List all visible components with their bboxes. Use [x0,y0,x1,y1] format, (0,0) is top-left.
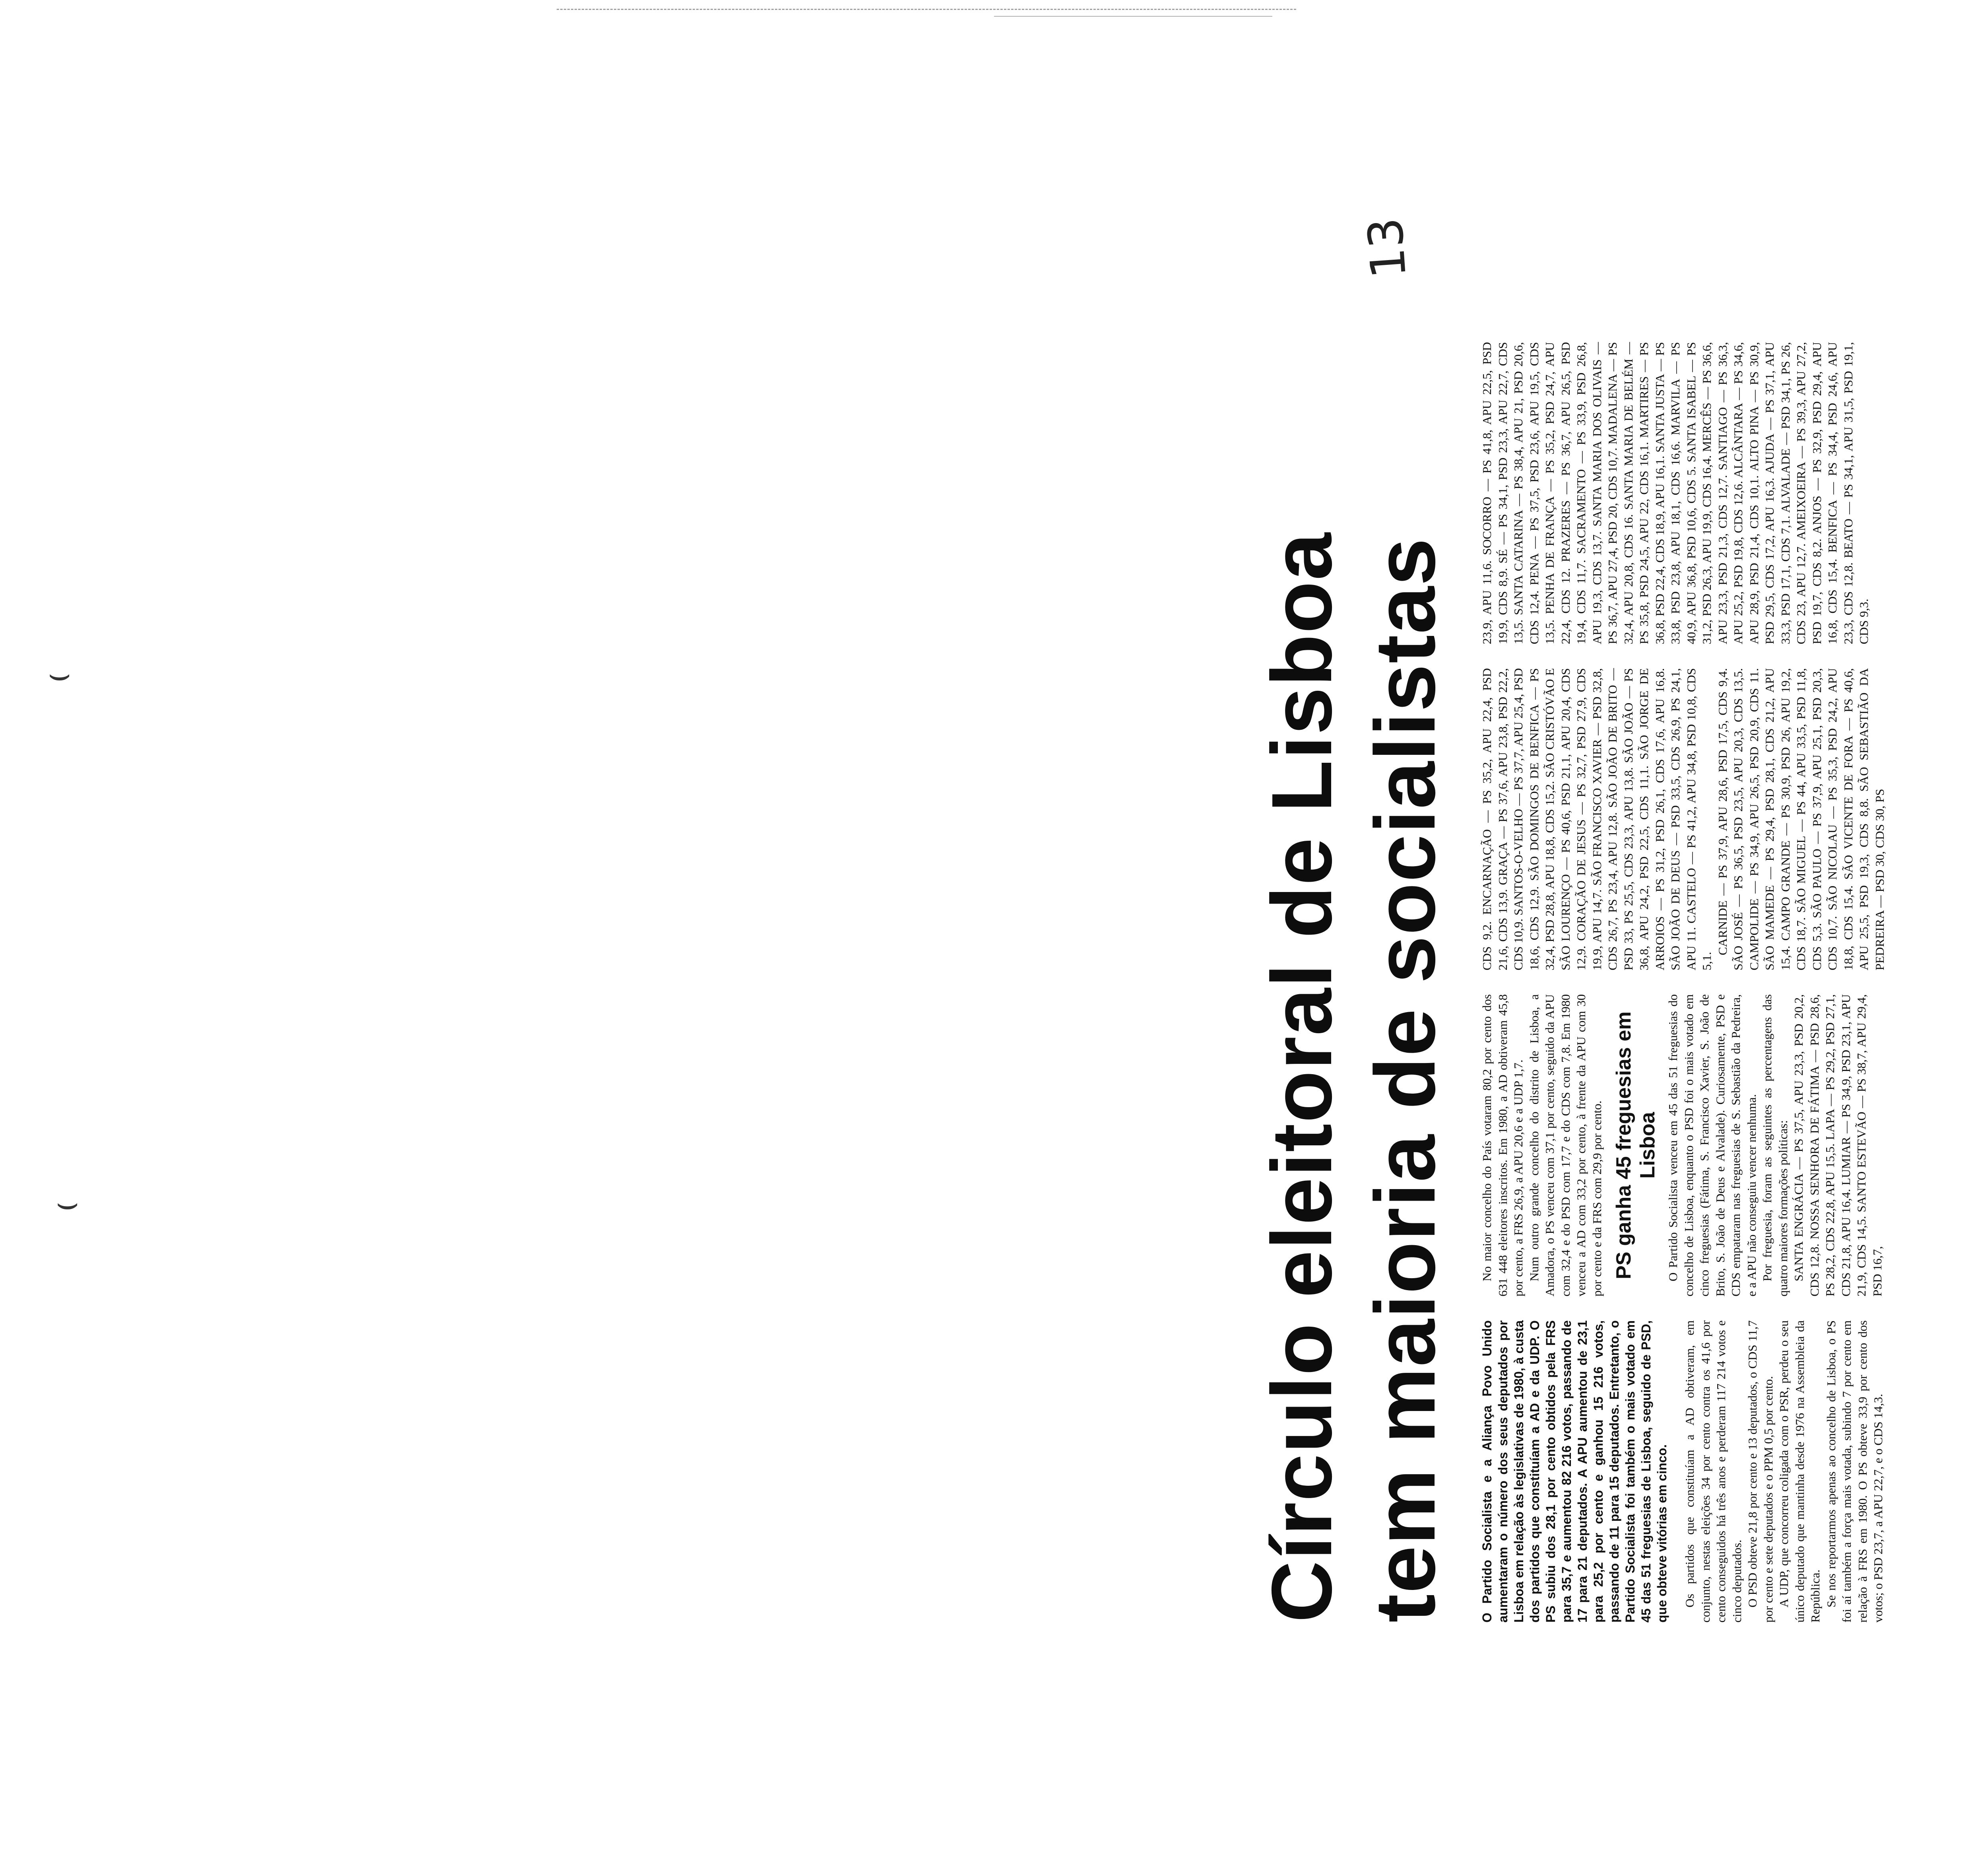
paragraph: No maior concelho do País votaram 80,2 por cento dos 631 448 eleitores inscritos. Em 1980, a AD obtiveram 45,8 por cento, a FRS 26,9, a APU 20,6 e a UDP 1,7. [1480,994,1525,1296]
scan-edge-line [994,16,1272,17]
headline [1256,72,1463,1623]
paragraph: Os partidos que constituíam a AD obtiveram, em conjunto, nestas eleições 34 por cento contra os 41,6 por cento conseguidos há três anos e perderam 117 214 votos e cinco deputados. [1683,1320,1744,1623]
article-columns [1479,72,1988,1623]
paragraph: CARNIDE — PS 37,9, APU 28,6, PSD 17,5, CDS 9,4. SÃO JOSÉ — PS 36,5, PSD 23,5, APU 20,3, CDS 13,5. CAMPOLIDE — PS 34,9, APU 26,5, PSD 20,9, CDS 11. SÃO MAMEDE — PS 29,4, PSD 28,1, CDS 21,2, APU 15,4. CAMPO GRANDE — PS 30,9, PSD 26, APU 19,2, CDS 18,7. SÃO MIGUEL — PS 44, APU 33,5, PSD 11,8, CDS 5,3. SÃO PAULO — PS 37,9, APU 25,1, PSD 20,3, CDS 10,7. SÃO NICOLAU — PS 35,3, PSD 24,2, APU 18,8, CDS 15,4. SÃO VICENTE DE FORA — PS 40,6, APU 25,5, PSD 19,3, CDS 8,8. SÃO SEBASTIÃO DA PEDREIRA — PSD 30, CDS 30, PS [1715,668,1887,970]
paragraph: Num outro grande concelho do distrito de Lisboa, a Amadora, o PS venceu com 37,1 por cento, seguido da APU com 32,4 e do PSD com 17,7 e do CDS com 7,8. Em 1980 venceu a AD com 33,2 por cento, à frente da APU com 30 por cento e da FRS com 29,9 por cento. [1527,994,1604,1296]
paragraph: A UDP, que concorreu coligada com o PSR, perdeu o seu único deputado que mantinha desde 1976 na Assembleia da República. [1777,1320,1822,1623]
paragraph: CDS 9,2. ENCARNAÇÃO — PS 35,2, APU 22,4, PSD 21,6, CDS 13,9. GRAÇA — PS 37,6, APU 23,8, PSD 22,2, CDS 10,9. SANTOS-O-VELHO — PS 37,7, APU 25,4, PSD 18,6, CDS 12,9. SÃO DOMINGOS DE BENFICA — PS 32,4, PSD 28,8, APU 18,8, CDS 15,2. SÃO CRISTÓVÃO E SÃO LOURENÇO — PS 40,6, PSD 21,1, APU 20,4, CDS 12,9. CORAÇÃO DE JESUS — PS 32,7, PSD 27,9, CDS 19,9, APU 14,7. SÃO FRANCISCO XAVIER — PSD 32,8, CDS 26,7, PS 23,4, APU 12,8. SÃO JOÃO DE BRITO — PSD 33, PS 25,5, CDS 23,3, APU 13,8. SÃO JOÃO — PS 36,8, APU 24,2, PSD 22,5, CDS 11,1. SÃO JORGE DE ARROIOS — PS 31,2, PSD 26,1, CDS 17,6, APU 16,8. SÃO JOÃO DE DEUS — PSD 33,5, CDS 26,9, PS 24,1, APU 11. CASTELO — PS 41,2, APU 34,8, PSD 10,8, CDS 5,1. [1480,668,1714,970]
paragraph: Se nos reportarmos apenas ao concelho de Lisboa, o PS foi aí também a força mais votada, subindo 7 por cento em relação à FRS em 1980. O PS obteve 33,9 por cento dos votos; o PSD 23,7, a APU 22,7, e o CDS 14,3. [1824,1320,1885,1623]
paragraph: O Partido Socialista venceu em 45 das 51 freguesias do concelho de Lisboa, enquanto o PSD foi o mais votado em cinco freguesias (Fátima, S. Francisco Xavier, S. João de Brito, S. João de Deus e Alvalade). Curiosamente, PSD e CDS empataram nas freguesias de S. Sebastião da Pedreira, e a APU não conseguiu vencer nenhuma. [1666,994,1759,1296]
paragraph: O PSD obteve 21,8 por cento e 13 deputados, o CDS 11,7 por cento e sete deputados e o PPM 0,5 por cento. [1745,1320,1775,1623]
lead-paragraph: O Partido Socialista e a Aliança Povo Unido aumentaram o número dos seus deputados por Lisboa em relação às legislativas de 1980, à custa dos partidos que constituíam a AD e da UDP. O PS subiu dos 28,1 por cento obtidos pela FRS para 35,7 e aumentou 82 216 votos, passando de 17 para 21 deputados. A APU aumentou de 23,1 para 25,2 por cento e ganhou 15 216 votos, passando de 11 para 15 deputados. Entretanto, o Partido Socialista foi também o mais votado em 45 das 51 freguesias de Lisboa, seguido de PSD, que obteve vitórias em cinco. [1480,1320,1669,1623]
article-column-2 [1479,994,1988,1296]
section-subhead: PS ganha 45 freguesias em Lisboa [1612,1011,1659,1279]
newspaper-clipping [1256,72,1988,1623]
headline-line-1: Círculo eleitoral de Lisboa [1254,532,1349,1623]
scan-edge-line [557,9,1296,10]
punch-hole-mark: ⌣ [48,653,72,695]
article-column-4 [1479,342,1988,644]
paragraph: Por freguesia, foram as seguintes as percentagens das quatro maiores formações políticas: [1760,994,1790,1296]
headline-line-2: tem maioria de socialistas [1357,537,1453,1623]
paragraph: SANTA ENGRÁCIA — PS 37,5, APU 23,3, PSD 20,2, CDS 12,8. NOSSA SENHORA DE FÁTIMA — PSD 28,6, PS 28,2, CDS 22,8, APU 15,5. LAPA — PS 29,2, PSD 27,1, CDS 21,8, APU 16,4. LUMIAR — PS 34,9, PSD 23,1, APU 21,9, CDS 14,5. SANTO ESTEVÃO — PS 38,7, APU 29,4, PSD 16,7, [1792,994,1884,1296]
article-column-1 [1479,1320,1988,1623]
punch-hole-mark: ⌣ [56,1182,80,1224]
article-column-3 [1479,668,1988,970]
handwritten-page-number: 13 [1357,216,1417,280]
paragraph: 23,9, APU 11,6. SOCORRO — PS 41,8, APU 22,5, PSD 19,9, CDS 8,9. SÉ — PS 34,1, PSD 23,3, APU 22,7, CDS 13,5. SANTA CATARINA — PS 38,4, APU 21, PSD 20,6, CDS 12,4. PENA — PS 37,5, PSD 23,6, APU 19,5, CDS 13,5. PENHA DE FRANÇA — PS 35,2, PSD 24,7, APU 22,4, CDS 12. PRAZERES — PS 36,7, APU 26,5, PSD 19,4, CDS 11,7. SACRAMENTO — PS 33,9, PSD 26,8, APU 19,3, CDS 13,7. SANTA MARIA DOS OLIVAIS — PS 36,7, APU 27,4, PSD 20, CDS 10,7. MADALENA — PS 32,4, APU 20,8, CDS 16. SANTA MARIA DE BELÉM — PS 35,8, PSD 24,5, APU 22, CDS 16,1. MARTIRES — PS 36,8, PSD 22,4, CDS 18,9, APU 16,1. SANTA JUSTA — PS 33,8, PSD 23,8, APU 18,1, CDS 16,6. MARVILA — PS 40,9, APU 36,8, PSD 10,6, CDS 5. SANTA ISABEL — PS 31,2, PSD 26,3, APU 19,9, CDS 16,4. MERCÊS — PS 36,6, APU 23,3, PSD 21,3, CDS 12,7. SANTIAGO — PS 36,3, APU 25,2, PSD 19,8, CDS 12,6. ALCÂNTARA — PS 34,6, APU 28,9, PSD 21,4, CDS 10,1. ALTO PINA — PS 30,9, PSD 29,5, CDS 17,2, APU 16,3. AJUDA — PS 37,1, APU 33,3, PSD 17,1, CDS 7,1. ALVALADE — PSD 34,1, PS 26, CDS 23, APU 12,7. AMEIXOEIRA — PS 39,3, APU 27,2, PSD 19,7, CDS 8,2. ANJOS — PS 32,9, PSD 29,4, APU 16,8, CDS 15,4. BENFICA — PS 34,4, PSD 24,6, APU 23,3, CDS 12,8. BEATO — PS 34,1, APU 31,5, PSD 19,1, CDS 9,3. [1480,342,1871,644]
